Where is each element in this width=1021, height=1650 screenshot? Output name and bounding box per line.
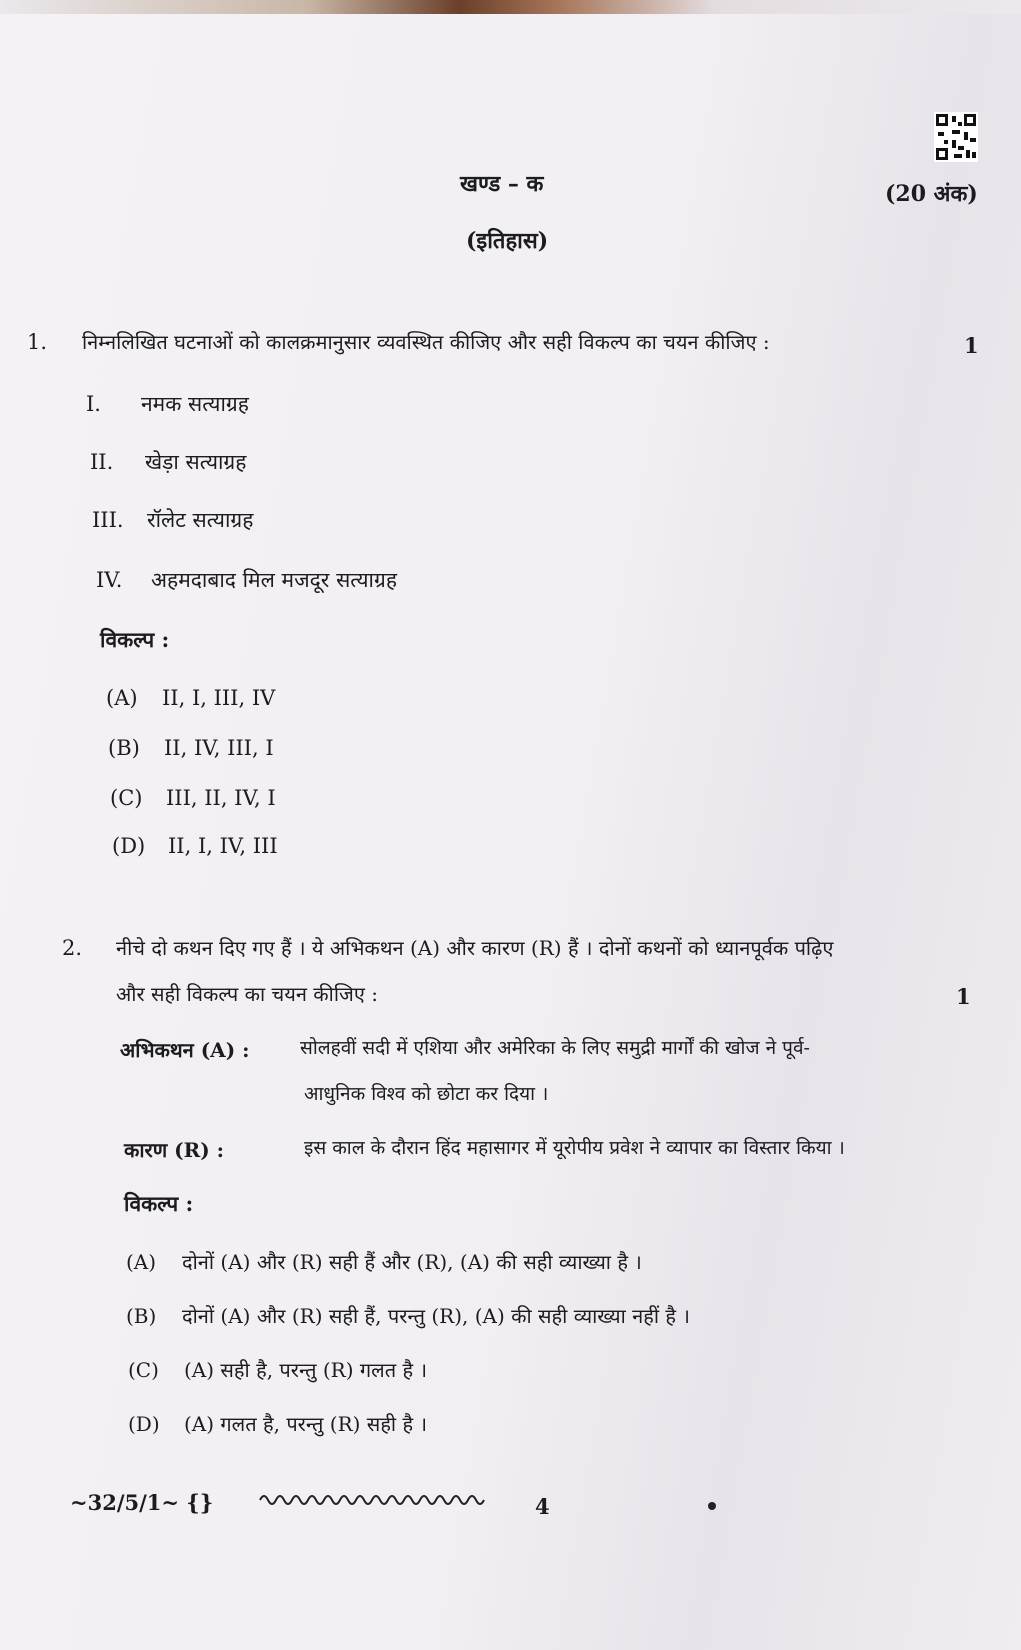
q1-options-heading: विकल्प : (100, 627, 170, 652)
q1-option (112, 834, 278, 858)
q1-option (108, 736, 274, 760)
item-label: III. (92, 508, 124, 532)
q2-option (126, 1248, 642, 1275)
reason-label: कारण (R) : (124, 1138, 225, 1162)
option-label: (C) (110, 786, 143, 810)
squiggle-decoration (258, 1488, 486, 1512)
option-text: (A) सही है, परन्तु (R) गलत है । (184, 1358, 428, 1382)
item-text: नमक सत्याग्रह (141, 392, 249, 416)
option-text: II, I, IV, III (168, 834, 278, 858)
section-subject: (इतिहास) (466, 228, 549, 254)
q1-number: 1. (27, 330, 48, 354)
q2-text-line2: और सही विकल्प का चयन कीजिए : (116, 982, 379, 1006)
item-label: II. (90, 450, 114, 474)
q1-item (86, 390, 249, 418)
q2-option (128, 1356, 427, 1383)
option-text: III, II, IV, I (166, 786, 276, 810)
option-label: (B) (126, 1304, 157, 1328)
page-number: 4 (535, 1494, 550, 1519)
option-label: (A) (126, 1250, 157, 1274)
q1-option (110, 786, 276, 810)
q2-number: 2. (62, 936, 83, 960)
footer-dot (708, 1502, 716, 1510)
q2-option (126, 1302, 690, 1329)
item-label: IV. (96, 568, 123, 592)
q2-option (128, 1410, 427, 1437)
assertion-text-line2: आधुनिक विश्व को छोटा कर दिया । (304, 1083, 549, 1105)
q2-options-heading: विकल्प : (124, 1191, 194, 1216)
q1-option (106, 686, 275, 710)
section-title: खण्ड – क (460, 171, 544, 197)
option-label: (D) (128, 1412, 160, 1436)
qr-code-icon (934, 112, 978, 162)
item-label: I. (86, 392, 101, 416)
q1-item (90, 448, 246, 476)
q2-text-line1: नीचे दो कथन दिए गए हैं । ये अभिकथन (A) और कारण (R) हैं । दोनों कथनों को ध्यानपूर्वक पढ़िए (116, 936, 834, 960)
q2-marks: 1 (956, 984, 971, 1009)
reason-text: इस काल के दौरान हिंद महासागर में यूरोपीय प्रवेश ने व्यापार का विस्तार किया । (304, 1137, 845, 1159)
q1-item (96, 566, 397, 594)
q1-marks: 1 (964, 333, 979, 358)
option-text: II, IV, III, I (164, 736, 274, 760)
option-label: (A) (106, 686, 138, 710)
option-label: (B) (108, 736, 140, 760)
option-label: (D) (112, 834, 146, 858)
paper-code: ~32/5/1~ {} (70, 1490, 214, 1515)
q1-item (92, 506, 253, 534)
option-text: दोनों (A) और (R) सही हैं, परन्तु (R), (A) की सही व्याख्या नहीं है । (182, 1304, 690, 1328)
item-text: अहमदाबाद मिल मजदूर सत्याग्रह (151, 568, 397, 592)
assertion-text-line1: सोलहवीं सदी में एशिया और अमेरिका के लिए समुद्री मार्गों की खोज ने पूर्व- (300, 1037, 810, 1059)
option-label: (C) (128, 1358, 159, 1382)
section-marks: (20 अंक) (885, 181, 978, 207)
assertion-label: अभिकथन (A) : (120, 1038, 250, 1062)
top-edge-strip (0, 0, 1021, 14)
option-text: II, I, III, IV (162, 686, 276, 710)
option-text: दोनों (A) और (R) सही हैं और (R), (A) की सही व्याख्या है । (182, 1250, 642, 1274)
option-text: (A) गलत है, परन्तु (R) सही है । (184, 1412, 428, 1436)
q1-text: निम्नलिखित घटनाओं को कालक्रमानुसार व्यवस्थित कीजिए और सही विकल्प का चयन कीजिए : (82, 330, 770, 354)
item-text: खेड़ा सत्याग्रह (145, 450, 247, 474)
item-text: रॉलेट सत्याग्रह (147, 508, 254, 532)
